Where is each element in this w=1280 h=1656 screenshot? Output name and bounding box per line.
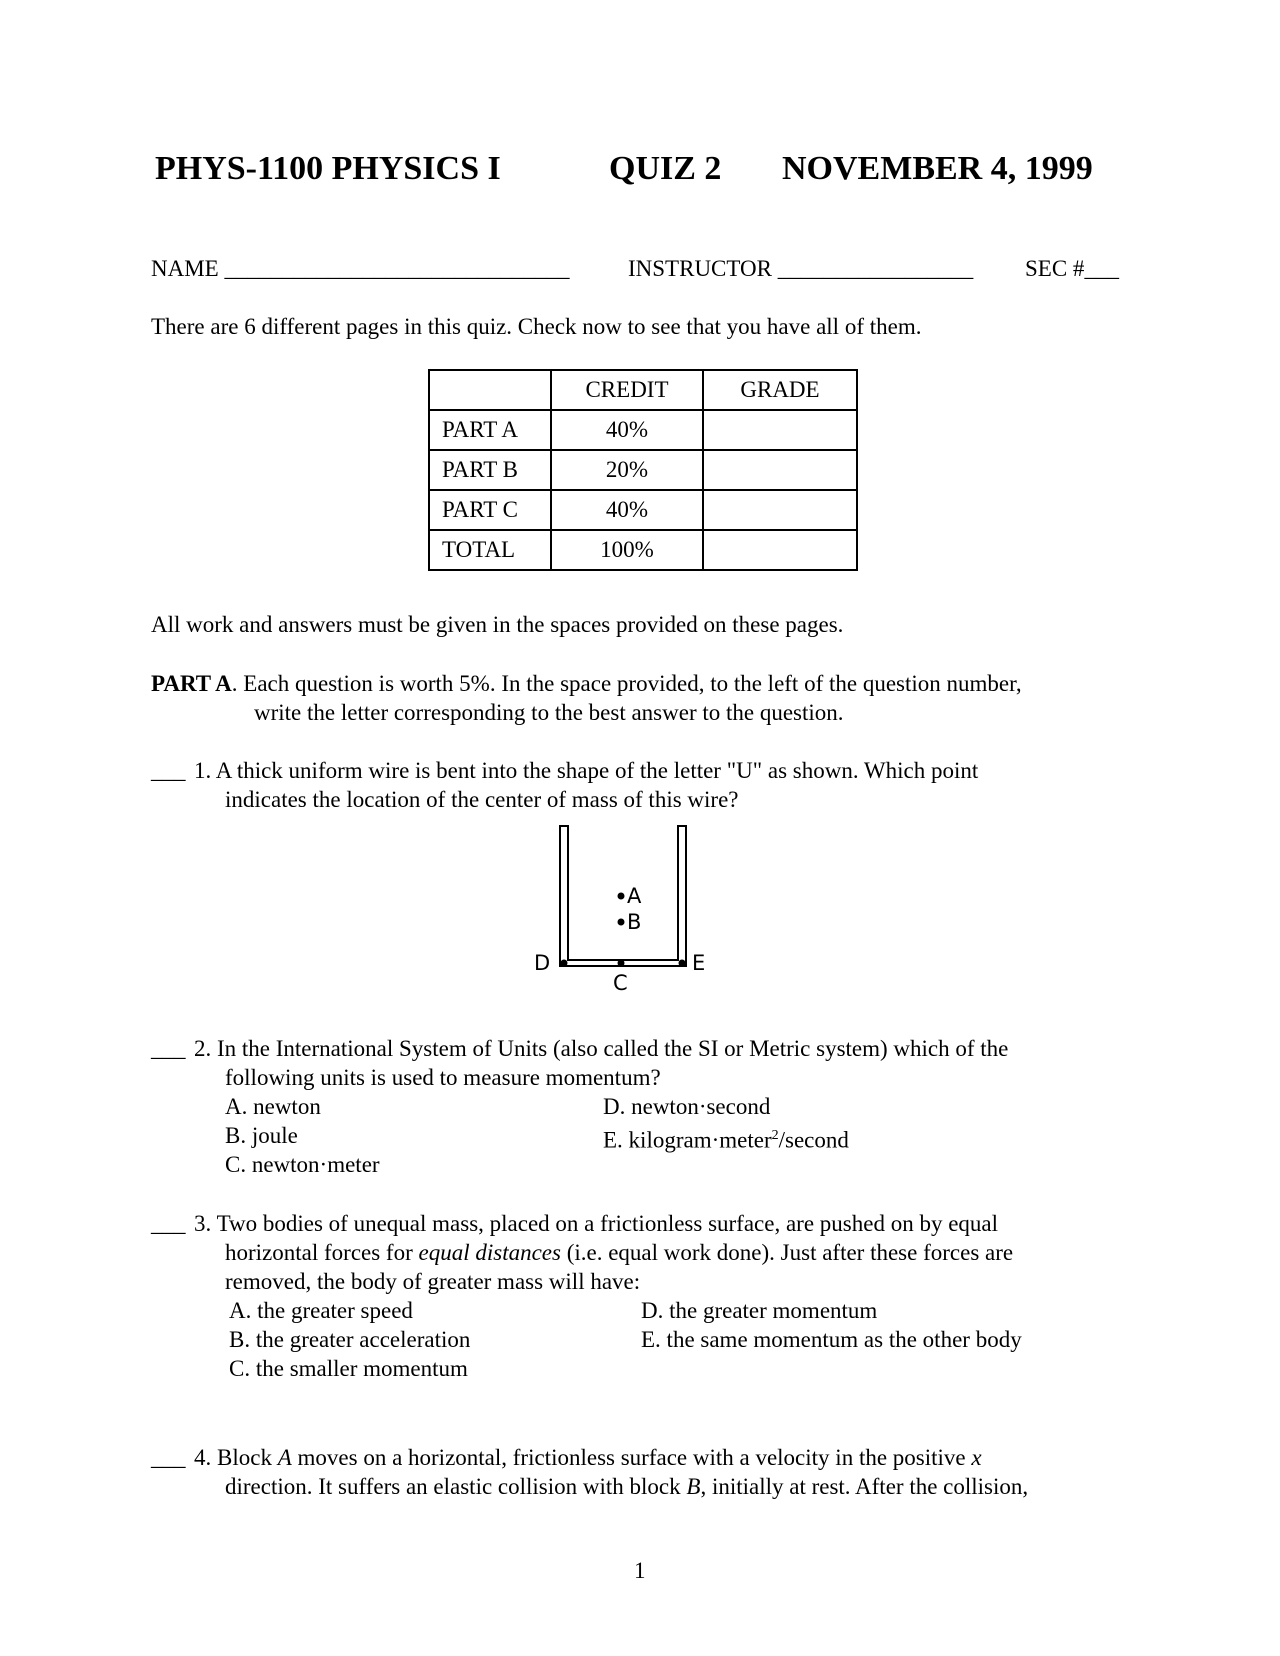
q3-line2-post: (i.e. equal work done). Just after these forces are: [560, 1240, 1014, 1265]
q4-line2-pre: direction. It suffers an elastic collision with block: [225, 1474, 687, 1499]
table-row: [429, 530, 857, 570]
q2-option-e-post: /second: [778, 1127, 849, 1153]
quiz-date: NOVEMBER 4, 1999: [782, 150, 1093, 187]
q1-answer-blank[interactable]: ___: [151, 758, 186, 783]
name-label: NAME: [151, 256, 219, 281]
part-cell: TOTAL: [429, 530, 551, 570]
q3-option-e: E. the same momentum as the other body: [641, 1327, 1022, 1352]
point-d-dot: [561, 960, 568, 967]
page-number: 1: [634, 1558, 646, 1583]
grade-table: [428, 369, 858, 571]
q2-option-e-exponent: 2: [771, 1128, 779, 1143]
sec-blank[interactable]: ___: [1084, 256, 1119, 281]
point-c-dot: [618, 960, 625, 967]
q2-line2: following units is used to measure momentum?: [225, 1065, 661, 1090]
instructor-field-row: [628, 254, 973, 283]
name-blank[interactable]: ______________________________: [224, 256, 570, 281]
q3-option-a: A. the greater speed: [229, 1298, 413, 1323]
label-b: B: [627, 910, 642, 934]
course-title: PHYS-1100 PHYSICS I: [155, 150, 501, 187]
q3-option-c: C. the smaller momentum: [229, 1356, 468, 1381]
credit-cell: 100%: [551, 530, 703, 570]
grade-cell[interactable]: [703, 450, 857, 490]
q4-line1: [194, 1443, 982, 1472]
q3-line3: removed, the body of greater mass will have:: [225, 1269, 641, 1294]
q1-line1: 1. A thick uniform wire is bent into the shape of the letter "U" as shown. Which point: [194, 758, 979, 783]
table-row: [429, 450, 857, 490]
q3-line2-pre: horizontal forces for: [225, 1240, 419, 1265]
q3-line2: [225, 1238, 1013, 1267]
q2-answer-blank[interactable]: ___: [151, 1036, 186, 1061]
q4-answer-blank[interactable]: ___: [151, 1445, 186, 1470]
u-wire-diagram: [520, 818, 720, 998]
q2-line1: 2. In the International System of Units (also called the SI or Metric system) which of the: [194, 1036, 1009, 1061]
point-a-dot: [618, 893, 625, 900]
q2-option-e-pre: E. kilogram·meter: [603, 1127, 772, 1153]
q2-option-c: C. newton·meter: [225, 1152, 380, 1177]
label-a: A: [627, 884, 642, 908]
section-field-row: [1025, 254, 1119, 283]
part-a-text-line1: . Each question is worth 5%. In the space provided, to the left of the question number,: [231, 671, 1022, 696]
q3-line1: 3. Two bodies of unequal mass, placed on a frictionless surface, are pushed on by equal: [194, 1211, 999, 1236]
part-cell: PART A: [429, 410, 551, 450]
credit-cell: 40%: [551, 490, 703, 530]
q3-line2-emphasis: equal distances: [418, 1240, 561, 1265]
table-row: [429, 410, 857, 450]
part-cell: PART B: [429, 450, 551, 490]
part-a-text-line2: write the letter corresponding to the best answer to the question.: [254, 700, 844, 725]
name-field-row: [151, 254, 569, 283]
q1-line2: indicates the location of the center of mass of this wire?: [225, 787, 739, 812]
point-e-dot: [679, 960, 686, 967]
intro-text: There are 6 different pages in this quiz. Check now to see that you have all of them.: [151, 314, 922, 339]
grade-cell[interactable]: [703, 490, 857, 530]
credit-cell: 20%: [551, 450, 703, 490]
q4-block-b: B: [686, 1474, 701, 1499]
instructor-label: INSTRUCTOR: [628, 256, 772, 281]
q4-x-variable: x: [971, 1445, 982, 1470]
table-header-cell: CREDIT: [551, 370, 703, 410]
label-e: E: [692, 951, 706, 975]
q4-line2-post: , initially at rest. After the collision,: [700, 1474, 1029, 1499]
label-c: C: [613, 971, 628, 995]
table-header-cell: [429, 370, 551, 410]
q2-option-a: A. newton: [225, 1094, 321, 1119]
grade-cell[interactable]: [703, 530, 857, 570]
q4-line2: [225, 1472, 1028, 1501]
q2-option-b: B. joule: [225, 1123, 298, 1148]
instructions-text: All work and answers must be given in the spaces provided on these pages.: [151, 612, 844, 637]
point-b-dot: [618, 919, 625, 926]
grade-cell[interactable]: [703, 410, 857, 450]
part-cell: PART C: [429, 490, 551, 530]
part-a-label: PART A: [151, 671, 232, 696]
quiz-number: QUIZ 2: [609, 150, 722, 187]
instructor-blank[interactable]: _________________: [777, 256, 974, 281]
q4-line1-pre: 4. Block: [194, 1445, 278, 1470]
table-header-cell: GRADE: [703, 370, 857, 410]
q2-option-d: D. newton·second: [603, 1094, 771, 1119]
q2-option-e: [603, 1121, 849, 1155]
table-row: [429, 490, 857, 530]
q3-option-b: B. the greater acceleration: [229, 1327, 471, 1352]
sec-label: SEC #: [1025, 256, 1085, 281]
table-header-row: [429, 370, 857, 410]
q4-line1-mid: moves on a horizontal, frictionless surface with a velocity in the positive: [291, 1445, 972, 1470]
q3-option-d: D. the greater momentum: [641, 1298, 878, 1323]
credit-cell: 40%: [551, 410, 703, 450]
q4-block-a: A: [277, 1445, 292, 1470]
q3-answer-blank[interactable]: ___: [151, 1211, 186, 1236]
part-a-intro: [151, 669, 1022, 698]
label-d: D: [534, 951, 551, 975]
